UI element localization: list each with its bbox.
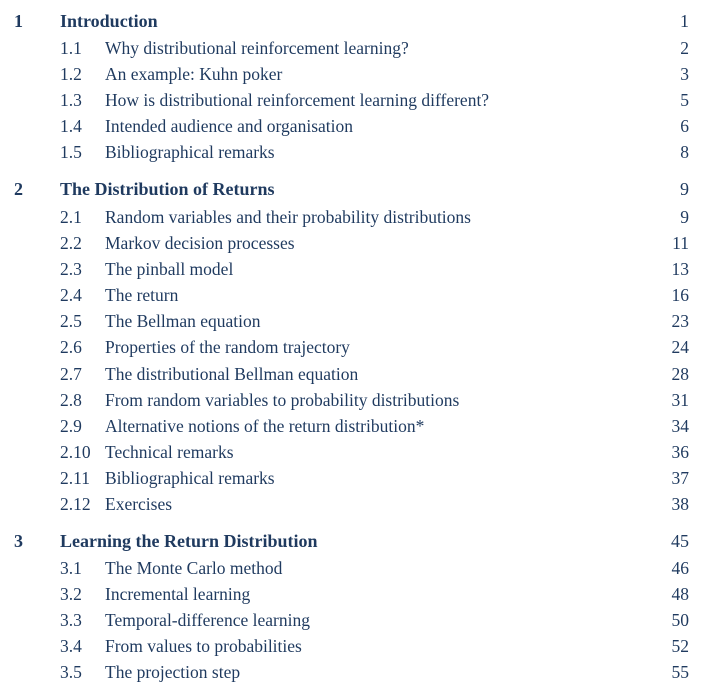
toc-section-1-5[interactable] xyxy=(0,140,713,164)
page-number: 11 xyxy=(672,233,689,253)
section-title: Markov decision processes xyxy=(105,233,295,253)
page-number: 3 xyxy=(680,64,689,84)
toc-section-1-1[interactable] xyxy=(0,36,713,60)
section-title: How is distributional reinforcement learning different? xyxy=(105,90,490,110)
section-number: 2.6 xyxy=(60,337,82,357)
toc-section-1-3[interactable] xyxy=(0,88,713,112)
section-title: An example: Kuhn poker xyxy=(105,64,283,84)
toc-section-3-4[interactable] xyxy=(0,634,713,658)
section-title: The Monte Carlo method xyxy=(105,558,283,578)
page-number: 23 xyxy=(671,311,689,331)
page-number: 48 xyxy=(671,584,689,604)
chapter-number: 2 xyxy=(14,179,23,199)
toc-section-1-4[interactable] xyxy=(0,114,713,138)
section-number: 3.5 xyxy=(60,662,82,682)
chapter-number: 3 xyxy=(14,531,23,551)
page-number: 8 xyxy=(680,142,689,162)
page-number: 1 xyxy=(680,11,689,31)
section-number: 1.2 xyxy=(60,64,82,84)
section-number: 2.10 xyxy=(60,442,91,462)
page-number: 9 xyxy=(680,179,689,199)
page-number: 2 xyxy=(680,38,689,58)
toc-section-2-3[interactable] xyxy=(0,257,713,281)
section-number: 2.12 xyxy=(60,494,91,514)
page-number: 5 xyxy=(680,90,689,110)
toc-chapter-1[interactable] xyxy=(0,9,713,33)
page-number: 37 xyxy=(671,468,689,488)
toc-section-3-2[interactable] xyxy=(0,582,713,606)
section-title: Temporal-difference learning xyxy=(105,610,310,630)
section-number: 2.2 xyxy=(60,233,82,253)
section-number: 2.9 xyxy=(60,416,82,436)
section-number: 2.3 xyxy=(60,259,82,279)
page-number: 31 xyxy=(671,390,689,410)
page-number: 13 xyxy=(671,259,689,279)
chapter-number: 1 xyxy=(14,11,23,31)
page-number: 34 xyxy=(671,416,689,436)
section-number: 1.5 xyxy=(60,142,82,162)
section-title: Bibliographical remarks xyxy=(105,468,275,488)
section-number: 1.3 xyxy=(60,90,82,110)
section-title: The pinball model xyxy=(105,259,234,279)
chapter-title: Introduction xyxy=(60,11,158,31)
page-number: 55 xyxy=(671,662,689,682)
section-title: Random variables and their probability distributions xyxy=(105,207,471,227)
section-title: Alternative notions of the return distribution* xyxy=(105,416,425,436)
toc-section-3-1[interactable] xyxy=(0,556,713,580)
section-number: 3.4 xyxy=(60,636,82,656)
page-number: 6 xyxy=(680,116,689,136)
section-number: 2.8 xyxy=(60,390,82,410)
section-number: 2.4 xyxy=(60,285,82,305)
page-number: 46 xyxy=(671,558,689,578)
page-number: 52 xyxy=(671,636,689,656)
page-number: 45 xyxy=(671,531,689,551)
toc-section-2-1[interactable] xyxy=(0,205,713,229)
toc-section-2-10[interactable] xyxy=(0,440,713,464)
section-title: Bibliographical remarks xyxy=(105,142,275,162)
page-number: 38 xyxy=(671,494,689,514)
section-title: The return xyxy=(105,285,179,305)
section-title: Incremental learning xyxy=(105,584,251,604)
chapter-title: The Distribution of Returns xyxy=(60,179,275,199)
section-title: The Bellman equation xyxy=(105,311,261,331)
section-number: 1.4 xyxy=(60,116,82,136)
chapter-title: Learning the Return Distribution xyxy=(60,531,318,551)
section-title: The projection step xyxy=(105,662,241,682)
toc-section-2-4[interactable] xyxy=(0,283,713,307)
page-number: 9 xyxy=(680,207,689,227)
section-number: 3.3 xyxy=(60,610,82,630)
section-number: 2.7 xyxy=(60,364,82,384)
section-number: 2.5 xyxy=(60,311,82,331)
section-title: Exercises xyxy=(105,494,173,514)
section-number: 2.11 xyxy=(60,468,90,488)
toc-section-2-8[interactable] xyxy=(0,388,713,412)
section-number: 2.1 xyxy=(60,207,82,227)
toc-chapter-2[interactable] xyxy=(0,177,713,201)
toc-section-2-5[interactable] xyxy=(0,309,713,333)
page-number: 28 xyxy=(671,364,689,384)
toc-section-2-2[interactable] xyxy=(0,231,713,255)
toc-section-2-6[interactable] xyxy=(0,335,713,359)
section-title: Why distributional reinforcement learning? xyxy=(105,38,409,58)
page-number: 24 xyxy=(671,337,689,357)
section-title: Technical remarks xyxy=(105,442,234,462)
toc-section-2-9[interactable] xyxy=(0,414,713,438)
page-number: 16 xyxy=(671,285,689,305)
section-number: 1.1 xyxy=(60,38,82,58)
section-title: From random variables to probability distributions xyxy=(105,390,460,410)
section-number: 3.1 xyxy=(60,558,82,578)
toc-section-1-2[interactable] xyxy=(0,62,713,86)
section-title: Properties of the random trajectory xyxy=(105,337,350,357)
section-title: Intended audience and organisation xyxy=(105,116,353,136)
section-title: From values to probabilities xyxy=(105,636,302,656)
toc-section-3-5[interactable] xyxy=(0,660,713,684)
toc-section-2-7[interactable] xyxy=(0,362,713,386)
toc-section-3-3[interactable] xyxy=(0,608,713,632)
page-number: 36 xyxy=(671,442,689,462)
toc-section-2-12[interactable] xyxy=(0,492,713,516)
toc-section-2-11[interactable] xyxy=(0,466,713,490)
section-title: The distributional Bellman equation xyxy=(105,364,359,384)
section-number: 3.2 xyxy=(60,584,82,604)
page-number: 50 xyxy=(671,610,689,630)
toc-chapter-3[interactable] xyxy=(0,529,713,553)
